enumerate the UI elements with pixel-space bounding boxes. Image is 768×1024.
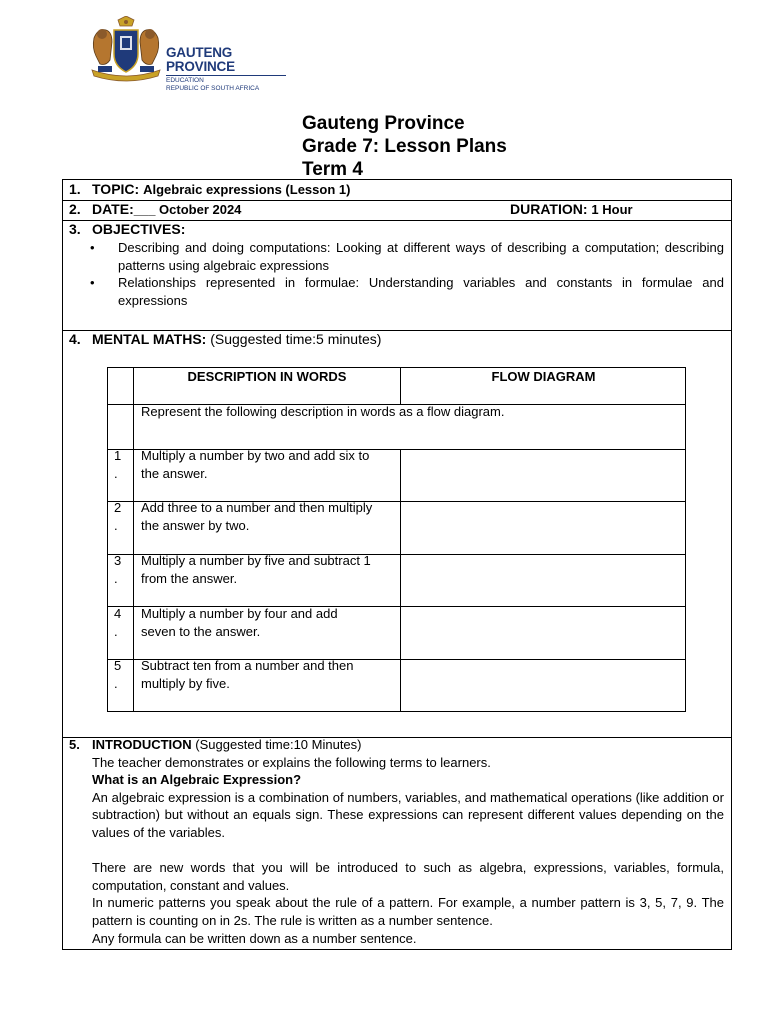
date-row [62,200,732,221]
objectives-list [88,239,724,309]
topic-number: 1. [69,181,81,197]
date-number: 2. [69,201,81,217]
duration-label: DURATION: [510,201,588,217]
row-number: 5 . [114,658,122,691]
objective-item: • Relationships represented in formulae: Understanding variables and constants in formulae and expressions [88,274,724,309]
duration-value: 1 Hour [591,202,633,217]
topic-value: Algebraic expressions (Lesson 1) [143,182,351,197]
introduction-paragraph: The teacher demonstrates or explains the following terms to learners. [92,754,491,770]
mental-maths-note: (Suggested time:5 minutes) [210,331,382,347]
row-number: 4 . [114,606,122,639]
introduction-paragraph: There are new words that you will be introduced to such as algebra, expressions, variables, formula, computation, constant and values. [92,860,724,893]
table-row: Multiply a number by two and add six to the answer. [141,448,370,481]
algebraic-expression-heading: What is an Algebraic Expression? [92,772,302,788]
mental-maths-label: MENTAL MATHS: [92,331,207,347]
introduction-heading [92,736,724,754]
coat-of-arms-icon [88,16,164,82]
introduction-paragraph: An algebraic expression is a combination of numbers, variables, and mathematical operations (like addition or subtraction) but without an equals sign. These expressions can represent different values depending on the values of the variables. [92,789,724,840]
topic-text [92,181,350,197]
title-line-3: Term 4 [302,159,363,180]
introduction-label: INTRODUCTION [92,737,192,752]
date-value: ___ October 2024 [133,202,242,217]
logo-divider [166,75,286,76]
mental-maths-heading [92,331,381,347]
logo-department: EDUCATION [166,77,204,84]
document-title [302,112,507,181]
objectives-label: OBJECTIVES: [92,221,186,237]
objectives-row [62,220,732,331]
title-line-1: Gauteng Province [302,113,465,134]
table-row: Add three to a number and then multiply the answer by two. [141,500,373,533]
introduction-paragraph: Any formula can be written down as a number sentence. [92,930,417,946]
column-header-description: DESCRIPTION IN WORDS [187,369,347,384]
objectives-number: 3. [69,221,81,237]
row-number: 3 . [114,553,122,586]
introduction-paragraph: In numeric patterns you speak about the rule of a pattern. For example, a number pattern is 3, 5, 7, 9. The pattern is counting on in 2s. The rule is written as a number sentence. [92,895,724,928]
topic-label: TOPIC: [92,181,140,197]
row-number: 1 . [114,448,122,481]
introduction-number: 5. [69,737,80,752]
introduction-note: (Suggested time:10 Minutes) [195,737,362,752]
paragraph-spacer [92,842,724,860]
logo-name: GAUTENG PROVINCE [166,45,235,74]
topic-row [62,179,732,201]
mental-maths-table [107,367,686,712]
column-header-flow-diagram: FLOW DIAGRAM [491,369,596,384]
row-number: 2 . [114,500,122,533]
table-row: Multiply a number by four and add seven to the answer. [141,606,338,639]
date-text [92,201,241,217]
mental-maths-number: 4. [69,331,81,347]
title-line-2: Grade 7: Lesson Plans [302,136,507,157]
introduction-content [92,736,724,947]
gauteng-logo [88,16,293,92]
table-row: Subtract ten from a number and then multiply by five. [141,658,354,691]
logo-country: REPUBLIC OF SOUTH AFRICA [166,85,260,92]
duration-text [510,201,633,217]
date-label: DATE: [92,201,134,217]
table-row: Multiply a number by five and subtract 1 from the answer. [141,553,371,586]
objective-item: • Describing and doing computations: Looking at different ways of describing a computation; describing patterns using algebraic expressions [88,239,724,274]
instruction-text: Represent the following description in words as a flow diagram. [141,404,505,419]
